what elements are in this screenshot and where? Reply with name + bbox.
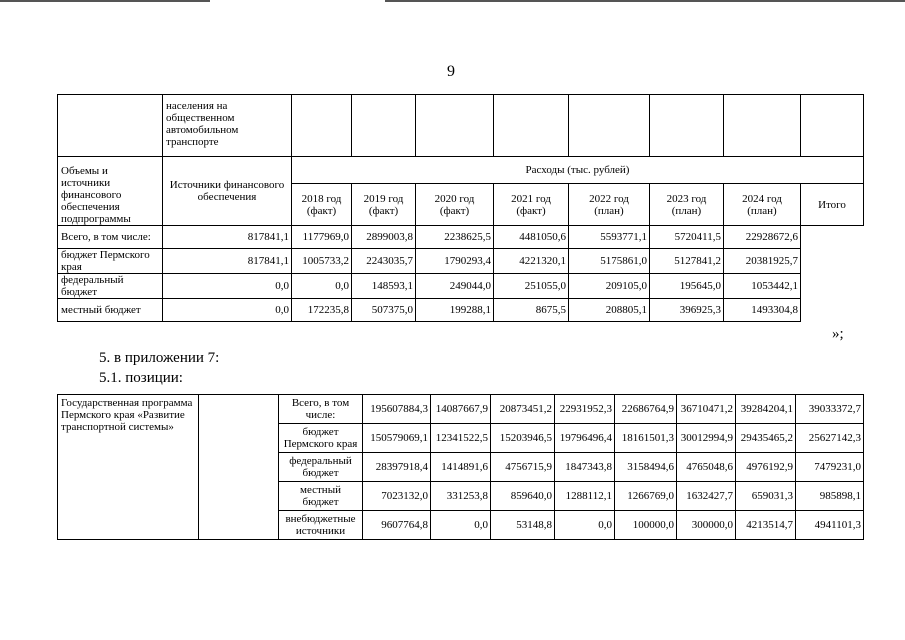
- subprogram-finance-table: [57, 94, 864, 322]
- value-cell: 0,0: [555, 511, 615, 540]
- value-cell: 2899003,8: [352, 226, 416, 249]
- year-label: 2020 год: [434, 192, 475, 205]
- value-cell: 20381925,7: [724, 249, 801, 274]
- value-cell: 0,0: [292, 274, 352, 299]
- year-header: [352, 184, 416, 226]
- value-cell: 5127841,2: [650, 249, 724, 274]
- value-cell: 1847343,8: [555, 453, 615, 482]
- value-cell: 39284204,1: [736, 395, 796, 424]
- program-finance-table: [57, 394, 864, 540]
- value-cell: 4221320,1: [494, 249, 569, 274]
- value-cell: 195645,0: [650, 274, 724, 299]
- value-cell: 20873451,2: [491, 395, 555, 424]
- top-cell-text: населения на общественном автомобильном транспорте: [163, 95, 292, 157]
- year-label: 2023 год: [666, 192, 707, 205]
- value-cell: 507375,0: [352, 299, 416, 322]
- row-label: федеральный бюджет: [58, 274, 163, 299]
- value-cell: 208805,1: [569, 299, 650, 322]
- row-label: Всего, в том числе:: [279, 395, 363, 424]
- year-label: 2019 год: [363, 192, 404, 205]
- year-label: 2021 год: [511, 192, 551, 205]
- value-cell: 4213514,7: [736, 511, 796, 540]
- value-cell: 1053442,1: [724, 274, 801, 299]
- value-cell: 1414891,6: [431, 453, 491, 482]
- value-cell: 15203946,5: [491, 424, 555, 453]
- year-kind: (план): [594, 204, 624, 217]
- row-label: бюджет Пермского края: [58, 249, 163, 274]
- total-header: Итого: [801, 184, 864, 226]
- value-cell: 1288112,1: [555, 482, 615, 511]
- value-cell: 28397918,4: [363, 453, 431, 482]
- value-cell: 148593,1: [352, 274, 416, 299]
- value-cell: 4941101,3: [796, 511, 864, 540]
- year-kind: (факт): [439, 204, 470, 217]
- value-cell: 817841,1: [163, 226, 292, 249]
- value-cell: 300000,0: [677, 511, 736, 540]
- table-row: [58, 249, 864, 274]
- value-cell: 331253,8: [431, 482, 491, 511]
- value-cell: 39033372,7: [796, 395, 864, 424]
- value-cell: 5175861,0: [569, 249, 650, 274]
- value-cell: 22928672,6: [724, 226, 801, 249]
- value-cell: 859640,0: [491, 482, 555, 511]
- value-cell: 2238625,5: [416, 226, 494, 249]
- expenses-header: Расходы (тыс. рублей): [292, 157, 864, 184]
- year-kind: (факт): [368, 204, 399, 217]
- value-cell: 1177969,0: [292, 226, 352, 249]
- value-cell: 1266769,0: [615, 482, 677, 511]
- year-header: [292, 184, 352, 226]
- value-cell: 0,0: [431, 511, 491, 540]
- value-cell: 18161501,3: [615, 424, 677, 453]
- sources-header: Источники финансового обеспечения: [163, 157, 292, 226]
- table-row: [58, 226, 864, 249]
- scan-edge-line: [0, 0, 210, 2]
- value-cell: 985898,1: [796, 482, 864, 511]
- row-label: местный бюджет: [58, 299, 163, 322]
- value-cell: 14087667,9: [431, 395, 491, 424]
- value-cell: 9607764,8: [363, 511, 431, 540]
- value-cell: 4756715,9: [491, 453, 555, 482]
- scan-edge-line: [385, 0, 905, 2]
- year-header: [416, 184, 494, 226]
- value-cell: 100000,0: [615, 511, 677, 540]
- year-header: [494, 184, 569, 226]
- value-cell: 53148,8: [491, 511, 555, 540]
- closing-quote: »;: [832, 326, 844, 342]
- program-label: Государственная программа Пермского края «Развитие транспортной системы»: [58, 395, 199, 540]
- subprogram-label: Объемы и источники финансового обеспечения подпрограммы: [58, 157, 163, 226]
- value-cell: 7023132,0: [363, 482, 431, 511]
- year-label: 2022 год: [589, 192, 629, 205]
- value-cell: 22686764,9: [615, 395, 677, 424]
- value-cell: 1632427,7: [677, 482, 736, 511]
- value-cell: 5593771,1: [569, 226, 650, 249]
- value-cell: 1493304,8: [724, 299, 801, 322]
- value-cell: 4481050,6: [494, 226, 569, 249]
- year-kind: (факт): [306, 204, 337, 217]
- year-label: 2024 год: [742, 192, 782, 205]
- table-row: [58, 395, 864, 424]
- row-label: федеральный бюджет: [279, 453, 363, 482]
- value-cell: 817841,1: [163, 249, 292, 274]
- empty-cell: [58, 95, 163, 157]
- row-label: Всего, в том числе:: [58, 226, 163, 249]
- table-row: [58, 299, 864, 322]
- value-cell: 3158494,6: [615, 453, 677, 482]
- row-label: бюджет Пермского края: [279, 424, 363, 453]
- year-header: [650, 184, 724, 226]
- value-cell: 199288,1: [416, 299, 494, 322]
- value-cell: 396925,3: [650, 299, 724, 322]
- value-cell: 251055,0: [494, 274, 569, 299]
- section-line-appendix: 5. в приложении 7:: [99, 350, 220, 366]
- value-cell: 172235,8: [292, 299, 352, 322]
- value-cell: 209105,0: [569, 274, 650, 299]
- page-number: 9: [447, 63, 455, 80]
- year-kind: (факт): [516, 204, 546, 217]
- value-cell: 12341522,5: [431, 424, 491, 453]
- value-cell: 22931952,3: [555, 395, 615, 424]
- year-header: [724, 184, 801, 226]
- value-cell: 30012994,9: [677, 424, 736, 453]
- value-cell: 195607884,3: [363, 395, 431, 424]
- year-kind: (план): [671, 204, 702, 217]
- value-cell: 29435465,2: [736, 424, 796, 453]
- value-cell: 5720411,5: [650, 226, 724, 249]
- value-cell: 1790293,4: [416, 249, 494, 274]
- value-cell: 150579069,1: [363, 424, 431, 453]
- value-cell: 25627142,3: [796, 424, 864, 453]
- year-kind: (план): [747, 204, 777, 217]
- row-label: местный бюджет: [279, 482, 363, 511]
- year-label: 2018 год: [301, 192, 342, 205]
- empty-cell: [199, 395, 279, 540]
- value-cell: 2243035,7: [352, 249, 416, 274]
- value-cell: 8675,5: [494, 299, 569, 322]
- value-cell: 7479231,0: [796, 453, 864, 482]
- row-label: внебюджетные источники: [279, 511, 363, 540]
- year-header: [569, 184, 650, 226]
- table-row: [58, 274, 864, 299]
- value-cell: 0,0: [163, 299, 292, 322]
- section-line-positions: 5.1. позиции:: [99, 370, 183, 386]
- value-cell: 19796496,4: [555, 424, 615, 453]
- value-cell: 659031,3: [736, 482, 796, 511]
- value-cell: 36710471,2: [677, 395, 736, 424]
- value-cell: 4976192,9: [736, 453, 796, 482]
- value-cell: 0,0: [163, 274, 292, 299]
- value-cell: 249044,0: [416, 274, 494, 299]
- value-cell: 4765048,6: [677, 453, 736, 482]
- value-cell: 1005733,2: [292, 249, 352, 274]
